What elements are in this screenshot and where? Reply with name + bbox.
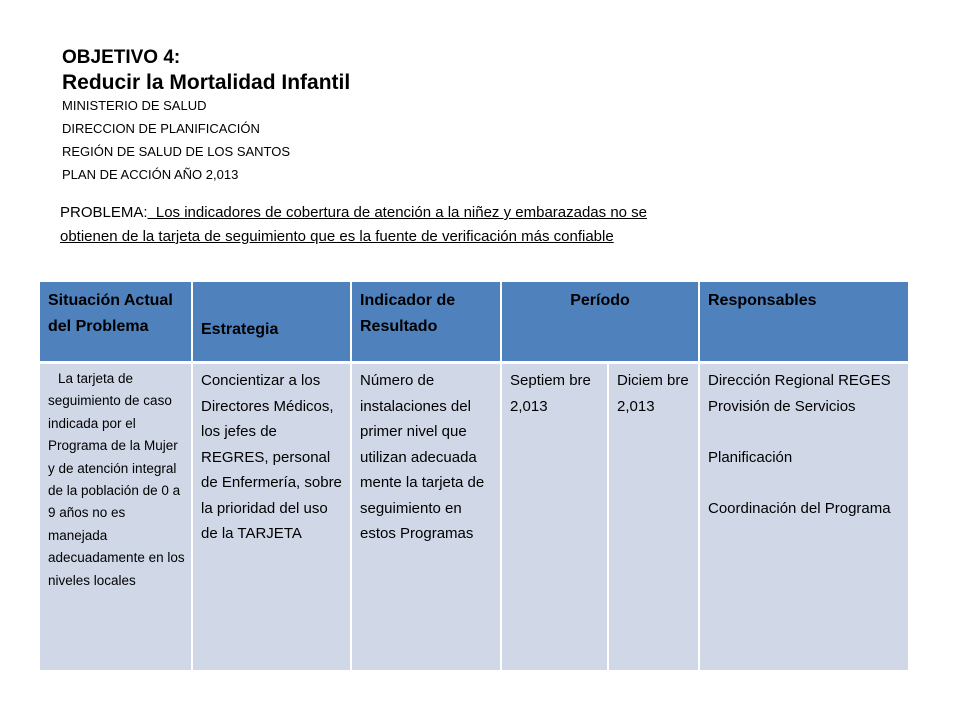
situacion-rest: seguimiento de caso indicada por el Programa de la Mujer y de atención integral de la población de 0 a 9 años no es manejada adecuadamente en los niveles locales	[48, 393, 185, 588]
cell-responsables	[700, 364, 908, 670]
table-row	[40, 364, 908, 670]
objective-title: Reducir la Mortalidad Infantil	[62, 71, 351, 94]
situacion-first-line: La tarjeta de	[58, 371, 134, 386]
responsable-1: Dirección Regional REGES	[708, 372, 891, 389]
problem-text-line2: obtienen de la tarjeta de seguimiento que es la fuente de verificación más confiable	[60, 228, 614, 245]
objective-label: OBJETIVO 4:	[62, 47, 181, 68]
problem-statement	[60, 201, 850, 249]
problem-text-line1: Los indicadores de cobertura de atención a la niñez y embarazadas no se	[147, 204, 648, 221]
responsable-spacer-2	[708, 470, 900, 496]
meta-line-direction: DIRECCION DE PLANIFICACIÓN	[62, 121, 260, 136]
cell-estrategia: Concientizar a los Directores Médicos, los jefes de REGRES, personal de Enfermería, sobre la prioridad del uso de la TARJETA	[193, 364, 352, 670]
header-periodo: Período	[502, 282, 700, 364]
responsable-spacer-1	[708, 419, 900, 445]
cell-periodo-fin: Diciem bre 2,013	[609, 364, 700, 670]
header-indicador: Indicador de Resultado	[352, 282, 502, 364]
responsable-2: Provisión de Servicios	[708, 397, 856, 415]
header-responsables: Responsables	[700, 282, 908, 364]
action-plan-table	[40, 282, 908, 670]
meta-line-region: REGIÓN DE SALUD DE LOS SANTOS	[62, 144, 291, 159]
cell-indicador: Número de instalaciones del primer nivel que utilizan adecuada mente la tarjeta de seguimiento en estos Programas	[352, 364, 502, 670]
responsable-3: Planificación	[708, 448, 793, 466]
problem-label: PROBLEMA:	[60, 204, 148, 221]
meta-line-plan: PLAN DE ACCIÓN AÑO 2,013	[62, 167, 239, 182]
header-estrategia: Estrategia	[193, 282, 352, 364]
meta-block	[62, 94, 922, 186]
table-header-row	[40, 282, 908, 364]
header-situacion: Situación Actual del Problema	[40, 282, 193, 364]
cell-periodo-inicio: Septiem bre 2,013	[502, 364, 609, 670]
meta-line-ministry: MINISTERIO DE SALUD	[62, 98, 207, 113]
responsable-4: Coordinación del Programa	[708, 499, 891, 517]
document-header	[62, 46, 922, 186]
cell-situacion	[40, 364, 193, 670]
